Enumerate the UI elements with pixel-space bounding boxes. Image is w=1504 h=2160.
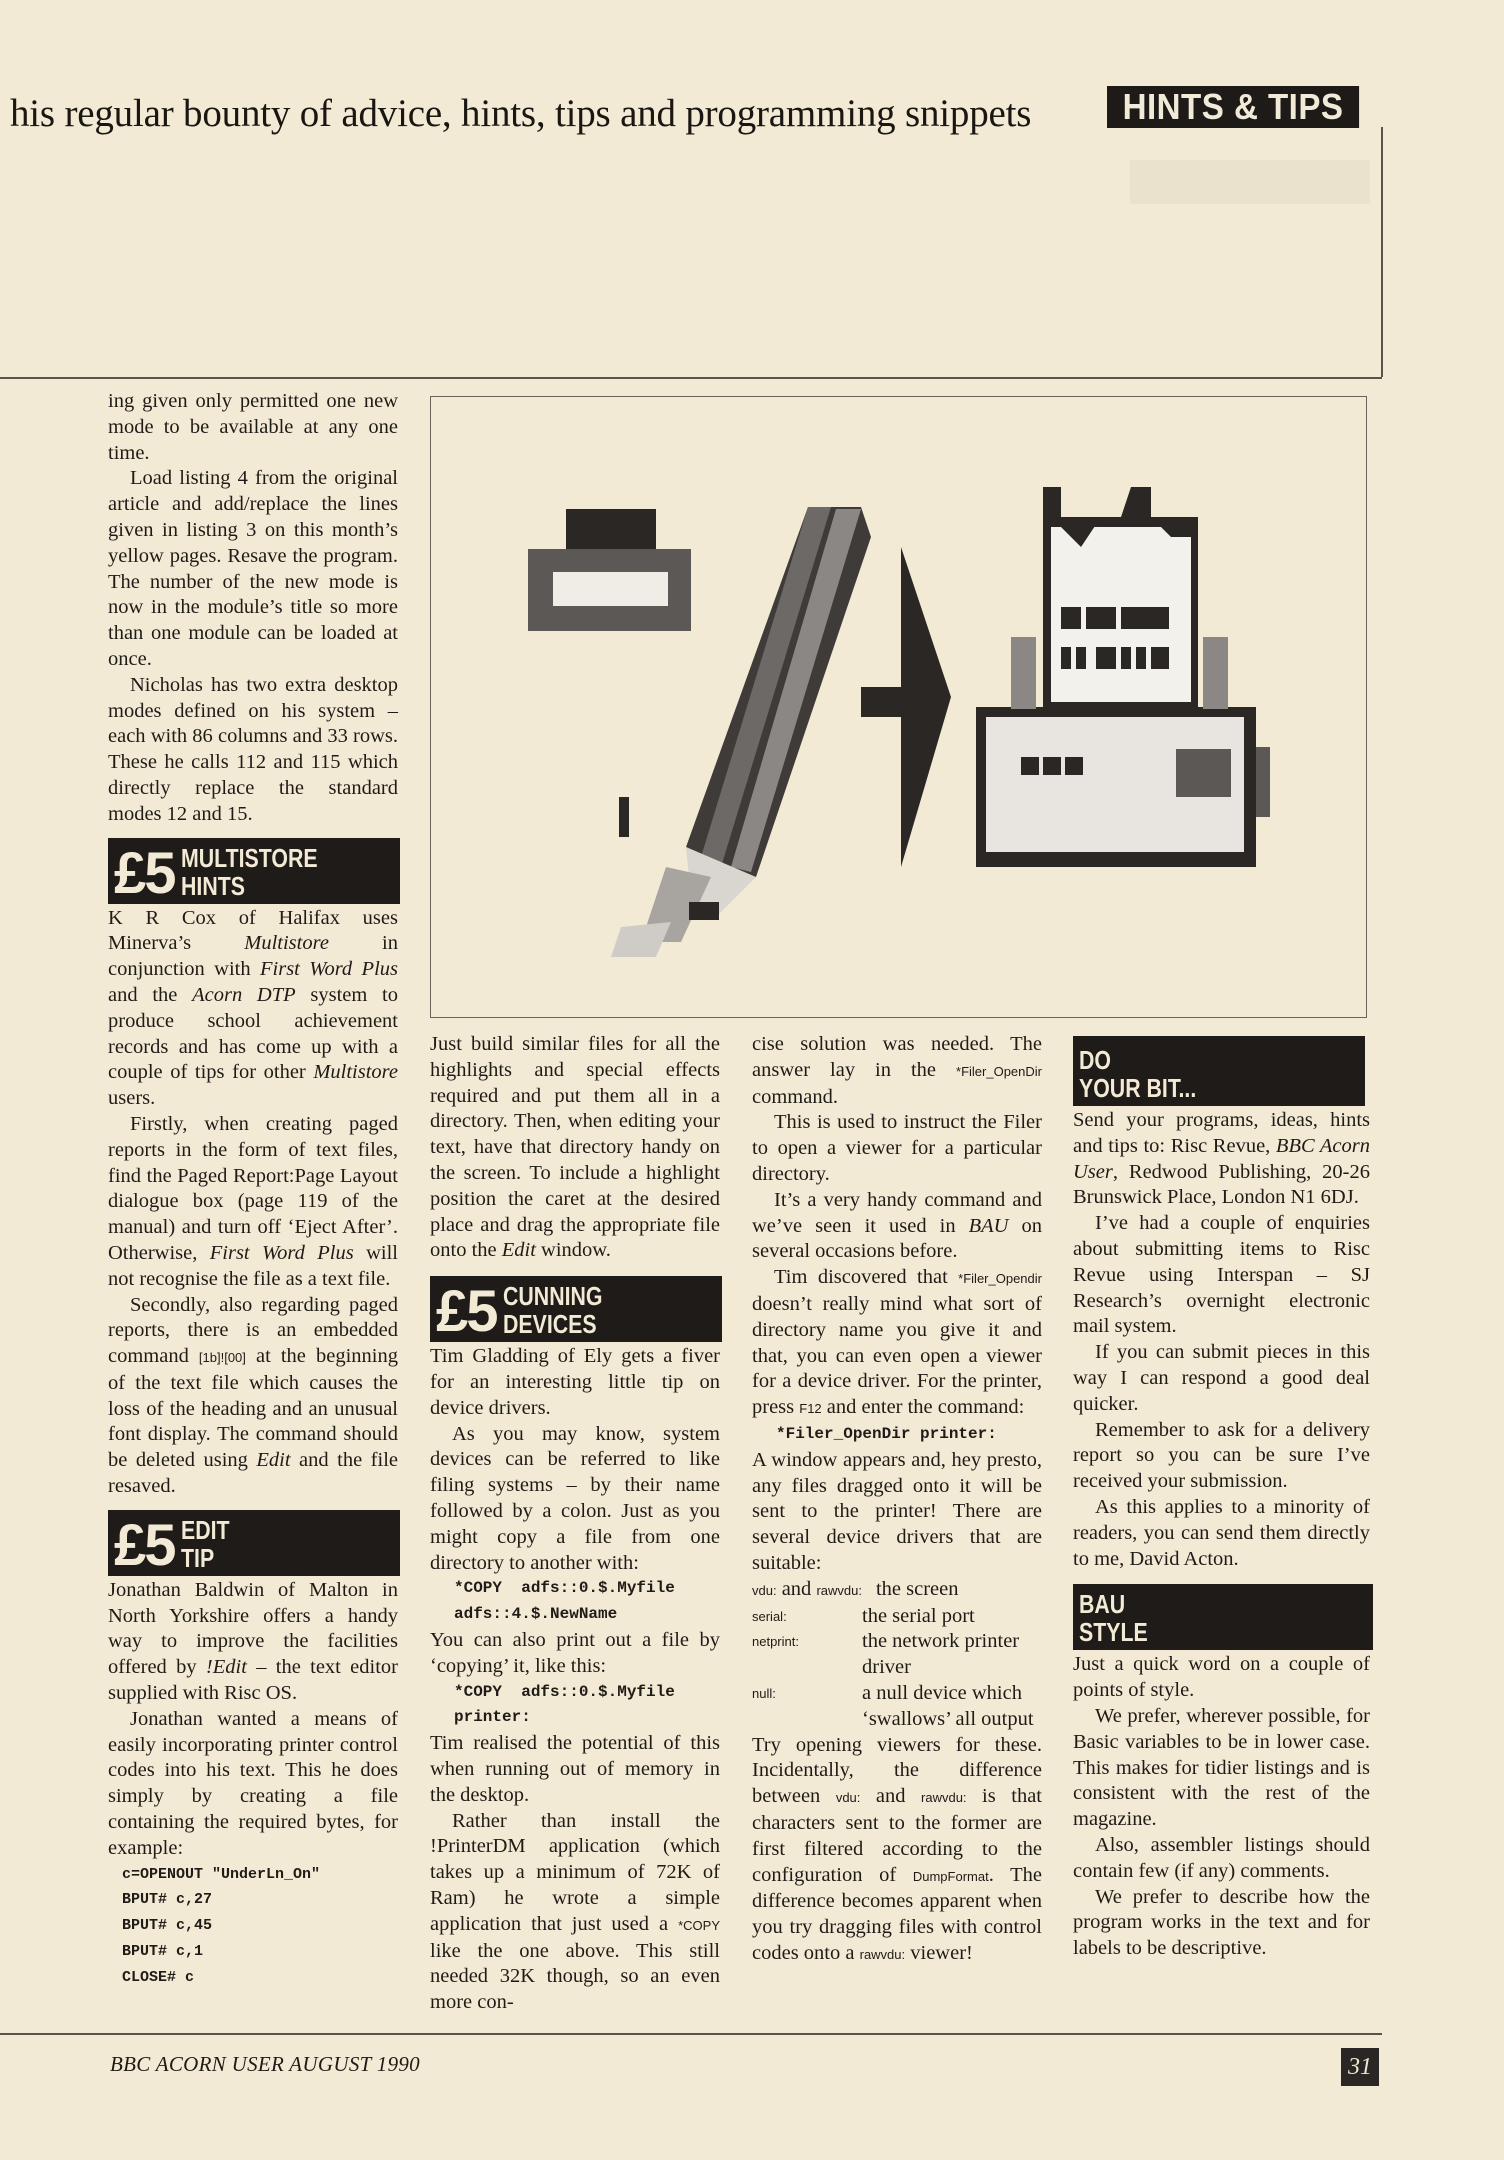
text-run: K R Cox of Halifax uses Minerva’s	[108, 906, 398, 955]
code-line: *Filer_OpenDir printer:	[776, 1424, 997, 1443]
heading-text	[181, 844, 318, 900]
col4-paragraph-4: Remember to ask for a delivery report so you can be sure I’ve received your submission.	[1073, 1418, 1370, 1493]
edit-tip-heading	[108, 1510, 400, 1576]
text-run: at the beginning of the text file which causes the loss of the heading and an unusual font display. The command should be deleted using	[108, 1345, 398, 1472]
device-description: the screen	[875, 1577, 959, 1600]
text-run: window.	[535, 1239, 611, 1262]
col3-paragraph-6	[752, 1733, 1042, 1968]
heading-text	[1079, 1046, 1196, 1102]
heading-line-1: MULTISTORE	[180, 842, 318, 873]
code-line: *COPY adfs::0.$.Myfile	[454, 1579, 675, 1598]
key-name: F12	[799, 1401, 822, 1417]
fiver-badge: £5	[114, 1512, 175, 1578]
col1-paragraph-3: Nicholas has two extra desktop modes defined on his system – each with 86 columns and 33 rows. These he calls 112 and 115 which directly replace the standard modes 12 and 15.	[108, 673, 398, 825]
code-line: adfs::4.$.NewName	[454, 1605, 618, 1624]
col4-paragraph-1	[1073, 1108, 1370, 1211]
device-key	[752, 1577, 862, 1604]
col1-paragraph-6	[108, 1293, 398, 1500]
command-name: *Filer_OpenDir	[956, 1063, 1042, 1079]
device-name: serial:	[752, 1608, 787, 1624]
text-run: Jonathan Baldwin of Malton in North Yorkshire offers a handy way to improve the facilities offered by	[108, 1578, 398, 1679]
col4-paragraph-5: As this applies to a minority of readers, you can send them directly to me, David Acton.	[1073, 1495, 1370, 1570]
heading-text	[503, 1282, 603, 1338]
text-run: Tim discovered that	[774, 1266, 959, 1289]
device-row	[752, 1577, 1042, 1604]
show-through-shape	[1100, 140, 1400, 230]
text-run: will not recognise the file as a text file.	[108, 1241, 398, 1290]
col2-paragraph-2: Tim Gladding of Ely gets a fiver for an interesting little tip on device drivers.	[430, 1345, 720, 1419]
code-line: BPUT# c,1	[122, 1943, 204, 1961]
device-description: the serial port	[862, 1604, 975, 1627]
heading-line-1: EDIT	[180, 1514, 230, 1545]
col1-paragraph-4	[108, 906, 398, 1112]
factory-icon	[976, 487, 1270, 867]
product-name: Multistore	[313, 1061, 398, 1084]
bau-style-heading	[1073, 1584, 1373, 1650]
product-name: Acorn DTP	[192, 983, 296, 1006]
col3-paragraph-2: This is used to instruct the Filer to open a viewer for a particular directory.	[752, 1111, 1042, 1185]
heading-line-2: DEVICES	[502, 1309, 597, 1340]
product-name: Multistore	[244, 932, 329, 955]
column-3	[752, 1032, 1042, 1968]
text-run: It’s a very handy command and we’ve seen it used in	[752, 1188, 1042, 1237]
product-name: Edit	[501, 1239, 536, 1262]
column-2	[430, 1032, 720, 2016]
device-name: vdu:	[835, 1790, 861, 1806]
heading-text	[181, 1516, 230, 1572]
magazine-name: BAU	[968, 1214, 1009, 1237]
heading-line-1: CUNNING	[502, 1281, 603, 1312]
device-row	[752, 1629, 1042, 1681]
product-name: Edit	[256, 1449, 291, 1472]
text-run: and the	[108, 983, 193, 1006]
text-run: Send your programs, ideas, hints and tips to: Risc Revue,	[1073, 1109, 1370, 1157]
command-name: *Filer_Opendir	[958, 1271, 1042, 1287]
text-run: and	[860, 1785, 922, 1808]
product-name: First Word Plus	[209, 1241, 354, 1264]
text-run: Try opening viewers for these. Incidentally, the difference between	[752, 1733, 1042, 1808]
col3-paragraph-5: A window appears and, hey presto, any files dragged onto it will be sent to the printer! There are several device drivers that are suitable:	[752, 1448, 1042, 1574]
col1-paragraph-8: Jonathan wanted a means of easily incorporating printer control codes into his text. This he does simply by creating a file containing the required bytes, for example:	[108, 1707, 398, 1859]
page-number: 31	[1341, 2048, 1379, 2086]
text-run: , Redwood Publishing, 20-26 Brunswick Place, London N1 6DJ.	[1073, 1160, 1370, 1209]
text-run: Rather than install the !PrinterDM application (which takes up a minimum of 72K of Ram) he wrote a simple application that just used a	[430, 1809, 720, 1935]
text-run: command.	[752, 1085, 838, 1108]
col3-paragraph-3	[752, 1188, 1042, 1265]
fiver-badge: £5	[436, 1279, 497, 1345]
standfirst: his regular bounty of advice, hints, tips and programming snippets	[10, 92, 1032, 135]
footer-rule	[0, 2033, 1382, 2035]
code-line: printer:	[454, 1708, 531, 1727]
illustration-frame	[430, 396, 1367, 1018]
heading-line-1: DO	[1079, 1045, 1111, 1075]
col4-paragraph-7: We prefer, wherever possible, for Basic variables to be in lower case. This makes for tidier listings and is consistent with the rest of the magazine.	[1073, 1704, 1370, 1831]
text-run: Just build similar files for all the highlights and special effects required and put them all in a directory. Then, when editing your text, have that directory handy on the screen. To include a highlight position the caret at the desired place and drag the appropriate file onto the	[430, 1033, 720, 1262]
device-description: the network printer driver	[862, 1630, 1020, 1679]
do-your-bit-heading	[1073, 1036, 1365, 1106]
col4-paragraph-2: I’ve had a couple of enquiries about submitting items to Risc Revue using Interspan – SJ Research’s overnight electronic mail system.	[1073, 1212, 1370, 1338]
device-name: rawvdu:	[859, 1946, 906, 1962]
col1-paragraph-7	[108, 1578, 398, 1707]
product-name: First Word Plus	[260, 958, 398, 981]
fiver-badge: £5	[114, 840, 175, 906]
command-name: *COPY	[678, 1917, 720, 1933]
multistore-hints-heading	[108, 838, 400, 904]
heading-line-2: YOUR BIT...	[1079, 1073, 1197, 1103]
magazine-name: BBC Acorn User	[1073, 1134, 1370, 1183]
device-name: null:	[752, 1685, 776, 1701]
printer-pen-factory-illustration	[431, 397, 1365, 1016]
program-name: DumpFormat	[912, 1868, 989, 1884]
device-row	[752, 1681, 1042, 1733]
column-1	[108, 389, 398, 1991]
device-name: rawvdu:	[816, 1582, 862, 1598]
col2-paragraph-3: As you may know, system devices can be referred to like filing systems – by their name followed by a colon. Just as you might copy a file from one directory to another with:	[430, 1422, 720, 1574]
code-line: BPUT# c,45	[122, 1917, 213, 1935]
device-name: netprint:	[752, 1634, 799, 1650]
text-run: users.	[108, 1087, 156, 1110]
code-line: BPUT# c,27	[122, 1891, 213, 1909]
embedded-command: [1b]![00]	[198, 1350, 246, 1366]
text-run: and enter the command:	[821, 1396, 1025, 1419]
show-through-decoration	[1100, 140, 1400, 230]
text-run: doesn’t really mind what sort of directory name you give it and that, you can even open a viewer for a device driver. For the printer, press	[752, 1292, 1042, 1419]
footer-publication: BBC ACORN USER AUGUST 1990	[110, 2052, 420, 2076]
header-rule	[0, 377, 1382, 379]
col4-paragraph-9: We prefer to describe how the program works in the text and for labels to be descriptive.	[1073, 1885, 1370, 1960]
text-run: on several occasions before.	[752, 1214, 1043, 1263]
col2-paragraph-6	[430, 1809, 720, 2016]
col2-paragraph-5: Tim realised the potential of this when running out of memory in the desktop.	[430, 1732, 720, 1806]
cunning-devices-heading	[430, 1276, 722, 1345]
col1-paragraph-1: ing given only permitted one new mode to be available at any one time.	[108, 390, 398, 464]
device-name: rawvdu:	[921, 1790, 967, 1806]
col4-paragraph-6: Just a quick word on a couple of points of style.	[1073, 1653, 1370, 1702]
col2-paragraph-1	[430, 1032, 720, 1264]
text-run: . The difference becomes apparent when you try dragging files with control codes onto a	[752, 1863, 1042, 1964]
text-run: viewer!	[905, 1941, 973, 1964]
heading-text	[1079, 1590, 1148, 1646]
col3-paragraph-1	[752, 1032, 1042, 1110]
heading-line-2: TIP	[180, 1542, 214, 1573]
col3-paragraph-4	[752, 1265, 1042, 1422]
text-run: Secondly, also regarding paged reports, there is an embedded command	[108, 1293, 398, 1368]
text-run: – the text editor supplied with Risc OS.	[108, 1656, 398, 1705]
text-run: system to produce school achievement records and has come up with a couple of tips for other	[108, 983, 398, 1084]
col1-paragraph-5	[108, 1112, 398, 1293]
text-run: is that characters sent to the former are first filtered according to the configuration of	[752, 1785, 1042, 1886]
text-run: in conjunction with	[108, 932, 399, 981]
text-run: like the one above. This still needed 32K though, so an even more con-	[430, 1939, 720, 2014]
section-tab: HINTS & TIPS	[1107, 86, 1359, 128]
printer-icon	[528, 509, 691, 631]
arrow-icon	[861, 547, 951, 867]
code-line: *COPY adfs::0.$.Myfile	[454, 1682, 675, 1701]
text-run: and	[776, 1577, 817, 1600]
col4-paragraph-3: If you can submit pieces in this way I can respond a good deal quicker.	[1073, 1341, 1370, 1415]
code-line: c=OPENOUT "UnderLn_On"	[122, 1865, 321, 1883]
heading-line-2: HINTS	[180, 870, 245, 901]
heading-line-2: STYLE	[1079, 1617, 1148, 1648]
col4-paragraph-8: Also, assembler listings should contain few (if any) comments.	[1073, 1833, 1370, 1882]
device-name: vdu:	[752, 1582, 777, 1598]
col2-paragraph-4: You can also print out a file by ‘copying’ it, like this:	[430, 1628, 720, 1677]
code-line: CLOSE# c	[122, 1968, 195, 1986]
right-border	[1381, 127, 1383, 377]
text-run: cise solution was needed. The answer lay in the	[752, 1033, 1042, 1081]
text-run: and the file resaved.	[108, 1449, 398, 1498]
text-run: Firstly, when creating paged reports in the form of text files, find the Paged Report:Page Layout dialogue box (page 119 of the manual) and turn off ‘Eject After’. Otherwise,	[108, 1112, 398, 1264]
column-4	[1073, 1036, 1370, 1962]
heading-line-1: BAU	[1079, 1589, 1126, 1620]
device-row	[752, 1604, 1042, 1630]
product-name: !Edit	[205, 1656, 247, 1679]
device-description: a null device which ‘swallows’ all output	[862, 1681, 1034, 1730]
col1-paragraph-2: Load listing 4 from the original article and add/replace the lines given in listing 3 on this month’s yellow pages. Resave the program. The number of the new mode is now in the module’s title so more than one module can be loaded at once.	[108, 467, 398, 670]
